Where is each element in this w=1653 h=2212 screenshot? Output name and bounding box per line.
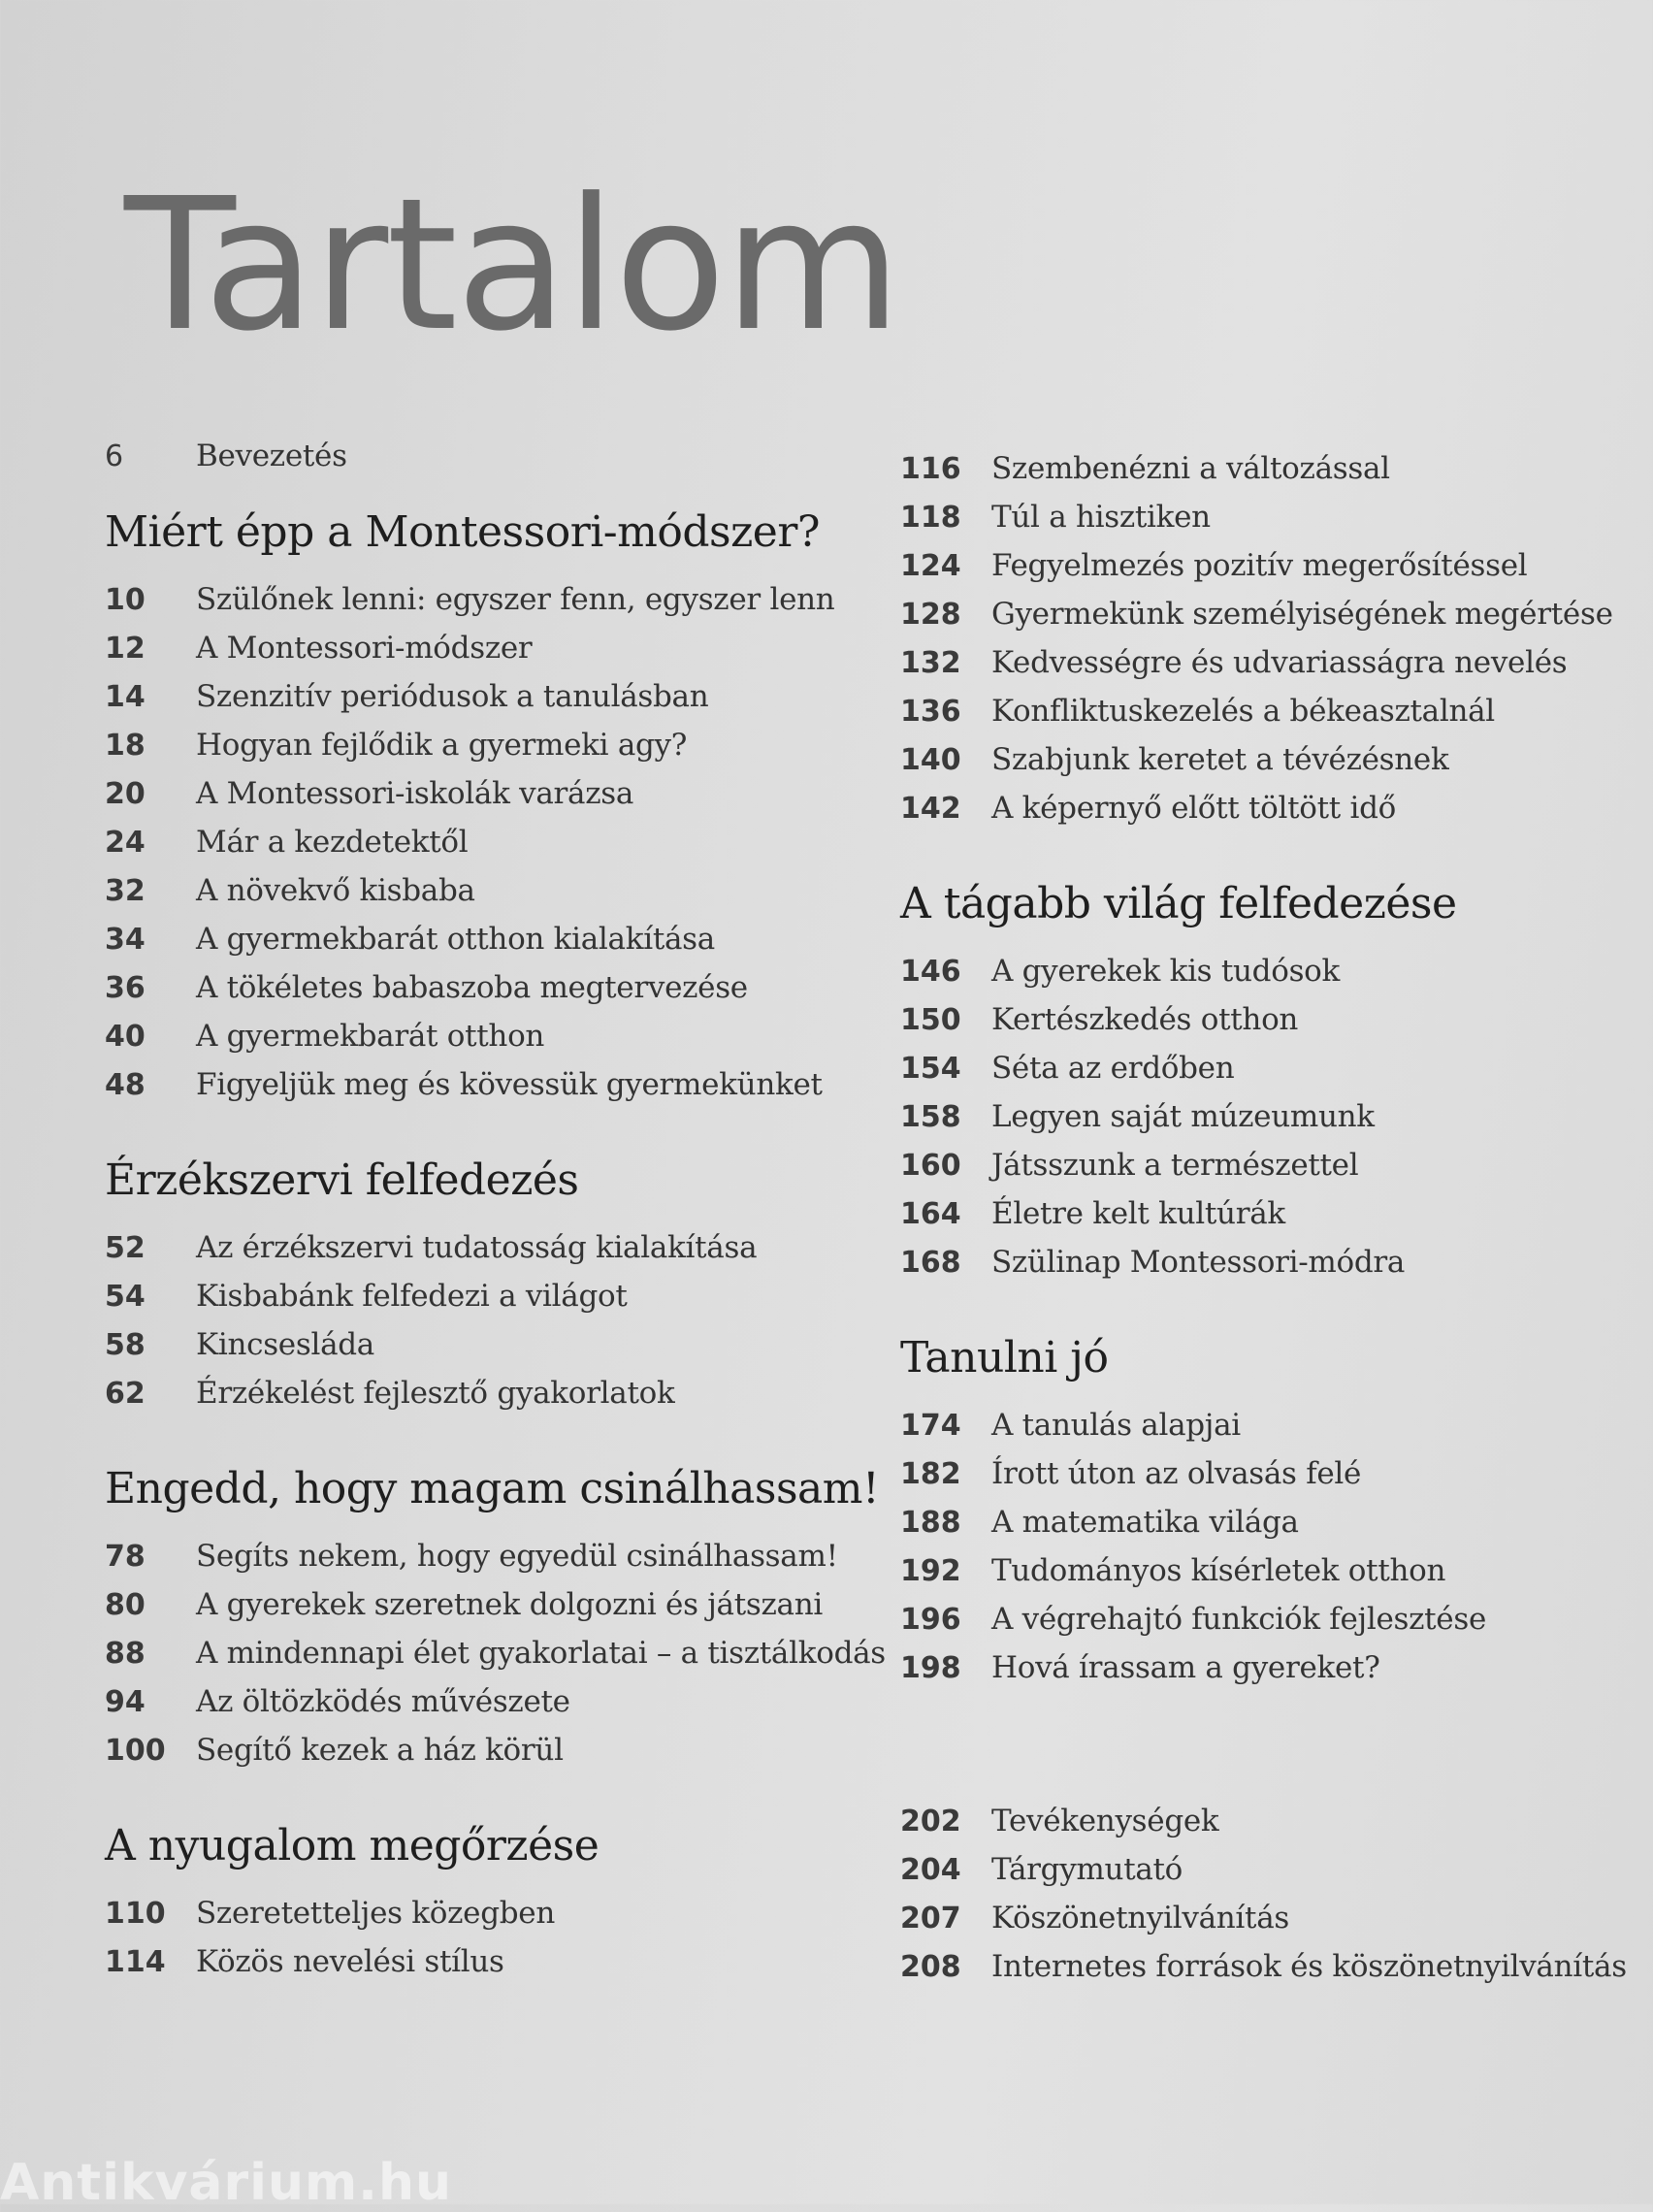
toc-entry bbox=[105, 769, 881, 818]
toc-entry bbox=[900, 1942, 1653, 1991]
toc-entry bbox=[900, 1797, 1653, 1845]
toc-section bbox=[900, 1331, 1653, 1692]
toc-entry bbox=[900, 1401, 1653, 1449]
back-matter-entries bbox=[900, 1797, 1653, 1991]
page-number: 124 bbox=[900, 549, 961, 583]
toc-entry bbox=[105, 1320, 881, 1369]
toc-entry bbox=[105, 1677, 881, 1726]
entry-title: Kedvességre és udvariasságra nevelés bbox=[991, 645, 1568, 680]
page-number: 14 bbox=[105, 680, 146, 714]
entry-title: A matematika világa bbox=[991, 1505, 1299, 1540]
entry-title: Érzékelést fejlesztő gyakorlatok bbox=[196, 1376, 675, 1411]
page-number: 188 bbox=[900, 1506, 961, 1540]
entry-title: Tevékenységek bbox=[991, 1804, 1219, 1838]
page-number: 114 bbox=[105, 1945, 166, 1979]
entry-title: Segítő kezek a ház körül bbox=[196, 1733, 564, 1768]
entry-title: A Montessori-módszer bbox=[196, 631, 533, 666]
page-title: Tartalom bbox=[124, 159, 900, 372]
toc-entry bbox=[105, 1889, 881, 1937]
toc-entry bbox=[105, 721, 881, 769]
page-number: 110 bbox=[105, 1897, 166, 1931]
entry-title: Séta az erdőben bbox=[991, 1051, 1235, 1086]
toc-entry bbox=[900, 1238, 1653, 1286]
toc-entry bbox=[105, 866, 881, 915]
page-number: 207 bbox=[900, 1902, 961, 1936]
toc-entry bbox=[900, 1141, 1653, 1189]
toc-entry-intro bbox=[105, 432, 881, 480]
page-number: 136 bbox=[900, 695, 961, 729]
section-heading: Érzékszervi felfedezés bbox=[105, 1155, 579, 1205]
toc-entry bbox=[900, 687, 1653, 735]
entry-title: Életre kelt kultúrák bbox=[991, 1196, 1285, 1231]
page-number: 34 bbox=[105, 923, 146, 957]
page-number: 18 bbox=[105, 729, 146, 763]
page-number: 202 bbox=[900, 1805, 961, 1838]
page-number: 100 bbox=[105, 1734, 166, 1768]
toc-entry bbox=[900, 995, 1653, 1044]
entry-title: A Montessori-iskolák varázsa bbox=[196, 776, 634, 811]
page-number: 198 bbox=[900, 1651, 961, 1685]
section-gap bbox=[900, 1692, 1653, 1797]
entry-title: A mindennapi élet gyakorlatai – a tisztálkodás bbox=[196, 1636, 886, 1671]
page-number: 146 bbox=[900, 955, 961, 989]
entry-title: Hogyan fejlődik a gyermeki agy? bbox=[196, 728, 688, 763]
toc-entry bbox=[900, 947, 1653, 995]
entry-title: Játsszunk a természettel bbox=[991, 1148, 1359, 1183]
page-number: 40 bbox=[105, 1020, 146, 1054]
entry-title: Kisbabánk felfedezi a világot bbox=[196, 1279, 628, 1314]
page-number: 168 bbox=[900, 1246, 961, 1280]
toc-right-column bbox=[900, 444, 1653, 1991]
toc-entry bbox=[900, 493, 1653, 541]
entry-title: Kincsesláda bbox=[196, 1327, 374, 1362]
entry-title: A gyerekek szeretnek dolgozni és játszani bbox=[196, 1587, 823, 1622]
entry-title: Szembenézni a változással bbox=[991, 451, 1390, 486]
page-number: 20 bbox=[105, 777, 146, 811]
entry-title: Tudományos kísérletek otthon bbox=[991, 1553, 1446, 1588]
entry-title: Már a kezdetektől bbox=[196, 825, 469, 860]
toc-entry bbox=[900, 1449, 1653, 1498]
entry-title: Szülinap Montessori-módra bbox=[991, 1245, 1406, 1280]
section-heading: A tágabb világ felfedezése bbox=[900, 879, 1457, 928]
entry-title: Konfliktuskezelés a békeasztalnál bbox=[991, 694, 1495, 729]
entry-title: Szeretetteljes közegben bbox=[196, 1896, 556, 1931]
toc-entry bbox=[900, 638, 1653, 687]
toc-entry bbox=[105, 1580, 881, 1629]
entry-title: Köszönetnyilvánítás bbox=[991, 1901, 1289, 1936]
page-number: 80 bbox=[105, 1588, 146, 1622]
toc-entry bbox=[900, 1044, 1653, 1092]
page-number: 128 bbox=[900, 598, 961, 632]
entry-title: Tárgymutató bbox=[991, 1852, 1183, 1887]
page-number: 140 bbox=[900, 743, 961, 777]
section-heading: Miért épp a Montessori-módszer? bbox=[105, 507, 820, 557]
page-number: 182 bbox=[900, 1457, 961, 1491]
entry-title: A gyermekbarát otthon kialakítása bbox=[196, 922, 715, 957]
entry-title: Bevezetés bbox=[196, 439, 347, 473]
toc-entry bbox=[900, 1498, 1653, 1546]
page-number: 158 bbox=[900, 1100, 961, 1134]
page-number: 78 bbox=[105, 1540, 146, 1574]
toc-section bbox=[105, 505, 881, 1109]
entry-title: A növekvő kisbaba bbox=[196, 873, 475, 908]
right-top-entries bbox=[900, 444, 1653, 832]
toc-entry bbox=[900, 1546, 1653, 1595]
right-sections bbox=[900, 877, 1653, 1692]
toc-entry bbox=[105, 575, 881, 624]
section-heading: A nyugalom megőrzése bbox=[105, 1821, 600, 1870]
entry-title: Legyen saját múzeumunk bbox=[991, 1099, 1375, 1134]
toc-entry bbox=[105, 624, 881, 672]
page-number: 174 bbox=[900, 1409, 961, 1443]
entry-title: Írott úton az olvasás felé bbox=[991, 1456, 1362, 1491]
toc-entry bbox=[105, 963, 881, 1012]
toc-entry bbox=[105, 1012, 881, 1060]
entry-title: A képernyő előtt töltött idő bbox=[991, 791, 1397, 826]
page-number: 154 bbox=[900, 1052, 961, 1086]
entry-title: Az érzékszervi tudatosság kialakítása bbox=[196, 1230, 758, 1265]
toc-entry bbox=[900, 1189, 1653, 1238]
page-number: 62 bbox=[105, 1377, 146, 1411]
toc-entry bbox=[105, 1726, 881, 1774]
page-number: 10 bbox=[105, 583, 146, 617]
page-number: 196 bbox=[900, 1603, 961, 1637]
toc-section bbox=[105, 1154, 881, 1417]
toc-entry bbox=[105, 915, 881, 963]
toc-section bbox=[105, 1462, 886, 1774]
entry-title: Kertészkedés otthon bbox=[991, 1002, 1299, 1037]
toc-entry bbox=[105, 672, 881, 721]
toc-entry bbox=[900, 590, 1653, 638]
page-number: 160 bbox=[900, 1149, 961, 1183]
toc-entry bbox=[900, 1595, 1653, 1643]
entry-title: A végrehajtó funkciók fejlesztése bbox=[991, 1602, 1487, 1637]
entry-title: Túl a hisztiken bbox=[991, 500, 1211, 535]
page-number: 6 bbox=[105, 439, 124, 473]
toc-entry bbox=[900, 1845, 1653, 1894]
section-heading: Engedd, hogy magam csinálhassam! bbox=[105, 1464, 880, 1513]
toc-entry bbox=[105, 1060, 881, 1109]
toc-section bbox=[105, 1819, 881, 1986]
toc-entry bbox=[105, 1937, 881, 1986]
entry-title: A tökéletes babaszoba megtervezése bbox=[196, 970, 748, 1005]
page-number: 116 bbox=[900, 452, 961, 486]
page-number: 32 bbox=[105, 874, 146, 908]
toc-entry bbox=[105, 1369, 881, 1417]
entry-title: Gyermekünk személyiségének megértése bbox=[991, 597, 1613, 632]
toc-entry bbox=[105, 1532, 881, 1580]
toc-entry bbox=[105, 818, 881, 866]
toc-entry bbox=[105, 1223, 881, 1272]
page-number: 58 bbox=[105, 1328, 146, 1362]
toc-section bbox=[900, 877, 1653, 1286]
page-number: 12 bbox=[105, 632, 146, 666]
entry-title: Figyeljük meg és kövessük gyermekünket bbox=[196, 1067, 823, 1102]
entry-title: Szabjunk keretet a tévézésnek bbox=[991, 742, 1449, 777]
page-number: 88 bbox=[105, 1637, 146, 1671]
toc-entry bbox=[105, 1272, 881, 1320]
page-number: 208 bbox=[900, 1950, 961, 1984]
section-heading: Tanulni jó bbox=[900, 1333, 1109, 1382]
toc-entry bbox=[900, 541, 1653, 590]
watermark-text: Antikvárium.hu bbox=[0, 2154, 452, 2212]
page-number: 118 bbox=[900, 501, 961, 535]
entry-title: A gyermekbarát otthon bbox=[196, 1019, 545, 1054]
toc-entry bbox=[105, 1629, 886, 1677]
toc-left-column bbox=[105, 432, 886, 1986]
toc-entry bbox=[900, 1092, 1653, 1141]
left-sections bbox=[105, 505, 886, 1986]
toc-entry bbox=[900, 735, 1653, 784]
page-number: 164 bbox=[900, 1197, 961, 1231]
page-number: 48 bbox=[105, 1068, 146, 1102]
toc-entry bbox=[900, 444, 1653, 493]
entry-title: Segíts nekem, hogy egyedül csinálhassam! bbox=[196, 1539, 838, 1574]
toc-entry bbox=[900, 1894, 1653, 1942]
page-number: 52 bbox=[105, 1231, 146, 1265]
page-number: 192 bbox=[900, 1554, 961, 1588]
entry-title: A gyerekek kis tudósok bbox=[991, 954, 1341, 989]
page-number: 24 bbox=[105, 826, 146, 860]
entry-title: Közös nevelési stílus bbox=[196, 1944, 504, 1979]
entry-title: A tanulás alapjai bbox=[991, 1408, 1241, 1443]
page-number: 94 bbox=[105, 1685, 146, 1719]
page-number: 142 bbox=[900, 792, 961, 826]
entry-title: Szenzitív periódusok a tanulásban bbox=[196, 679, 709, 714]
page-number: 36 bbox=[105, 971, 146, 1005]
entry-title: Szülőnek lenni: egyszer fenn, egyszer lenn bbox=[196, 582, 835, 617]
page-number: 54 bbox=[105, 1280, 146, 1314]
page-number: 150 bbox=[900, 1003, 961, 1037]
toc-entry bbox=[900, 784, 1653, 832]
entry-title: Hová írassam a gyereket? bbox=[991, 1650, 1380, 1685]
page-number: 132 bbox=[900, 646, 961, 680]
toc-entry bbox=[900, 1643, 1653, 1692]
page-number: 204 bbox=[900, 1853, 961, 1887]
entry-title: Fegyelmezés pozitív megerősítéssel bbox=[991, 548, 1528, 583]
entry-title: Internetes források és köszönetnyilvánítás bbox=[991, 1949, 1627, 1984]
entry-title: Az öltözködés művészete bbox=[196, 1684, 570, 1719]
